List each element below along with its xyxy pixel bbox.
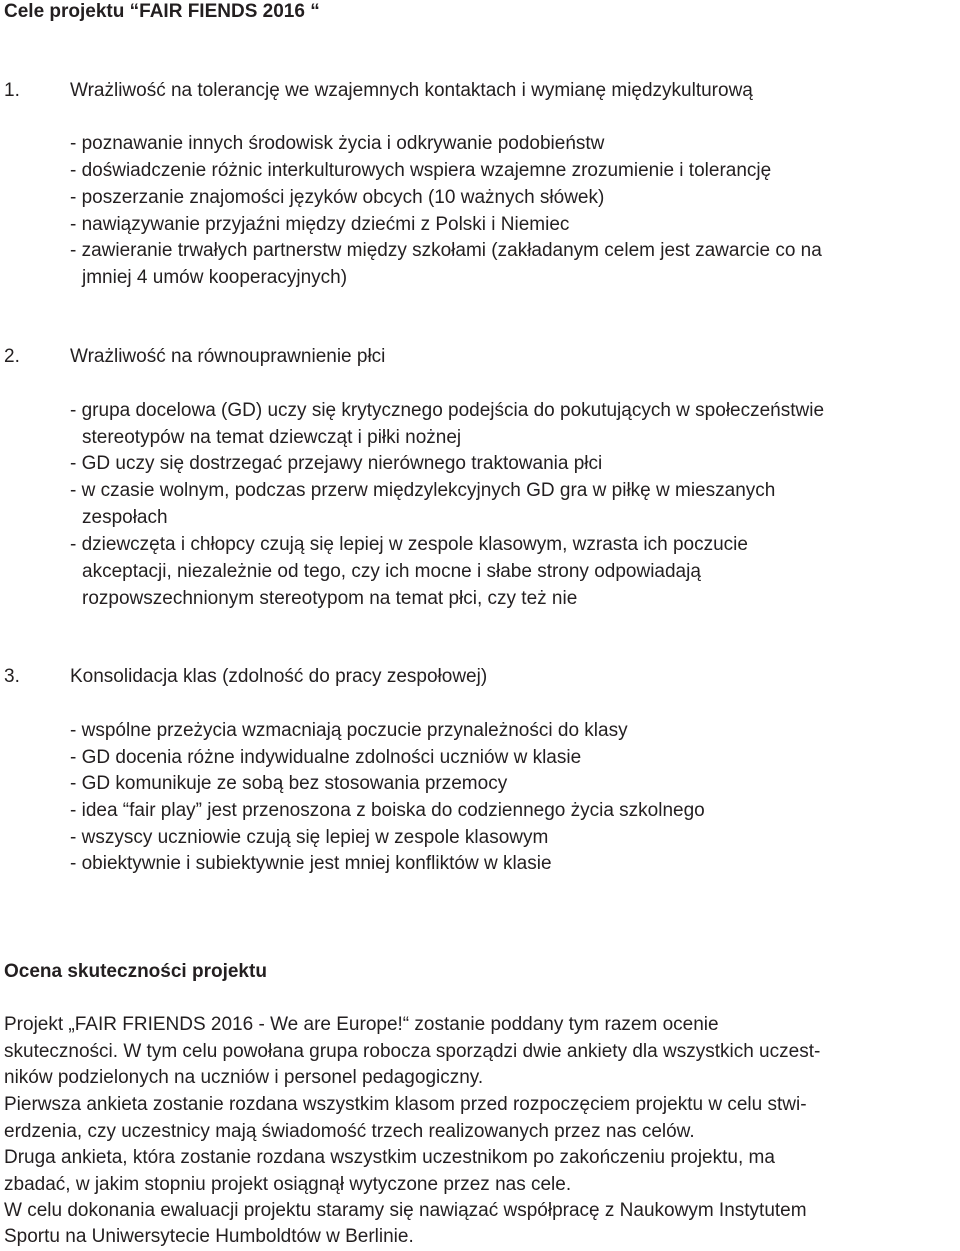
section-2-line-3: - GD uczy się dostrzegać przejawy nierównego traktowania płci [70, 453, 603, 474]
section-3-line-2: - GD docenia różne indywidualne zdolności uczniów w klasie [70, 747, 582, 768]
section-3-line-5: - wszyscy uczniowie czują się lepiej w zespole klasowym [70, 827, 549, 848]
section-1-line-2: - doświadczenie różnic interkulturowych wspiera wzajemne zrozumienie i tolerancję [70, 160, 772, 181]
section-1-title: Wrażliwość na tolerancję we wzajemnych kontaktach i wymianę międzykulturową [70, 80, 753, 101]
section-3-line-4: - idea “fair play” jest przenoszona z boiska do codziennego życia szkolnego [70, 800, 705, 821]
evaluation-line-6: Druga ankieta, która zostanie rozdana wszystkim uczestnikom po zakończeniu projektu, ma [4, 1147, 775, 1168]
section-2-line-8: rozpowszechnionym stereotypom na temat płci, czy też nie [82, 588, 578, 609]
evaluation-line-4: Pierwsza ankieta zostanie rozdana wszystkim klasom przed rozpoczęciem projektu w celu stwi- [4, 1094, 807, 1115]
section-1-line-6: jmniej 4 umów kooperacyjnych) [82, 267, 348, 288]
section-3-line-6: - obiektywnie i subiektywnie jest mniej konfliktów w klasie [70, 853, 552, 874]
section-1-line-1: - poznawanie innych środowisk życia i odkrywanie podobieństw [70, 133, 605, 154]
section-2-line-7: akceptacji, niezależnie od tego, czy ich mocne i słabe strony odpowiadają [82, 561, 701, 582]
section-3-number: 3. [4, 666, 20, 687]
evaluation-line-1: Projekt „FAIR FRIENDS 2016 - We are Europe!“ zostanie poddany tym razem ocenie [4, 1014, 719, 1035]
evaluation-line-5: erdzenia, czy uczestnicy mają świadomość trzech realizowanych przez nas celów. [4, 1121, 695, 1142]
evaluation-line-7: zbadać, w jakim stopniu projekt osiągnął wytyczone przez nas cele. [4, 1174, 572, 1195]
section-1-line-5: - zawieranie trwałych partnerstw między szkołami (zakładanym celem jest zawarcie co na [70, 240, 822, 261]
evaluation-line-9: Sportu na Uniwersytecie Humboldtów w Berlinie. [4, 1226, 414, 1247]
section-2-line-1: - grupa docelowa (GD) uczy się krytycznego podejścia do pokutujących w społeczeństwie [70, 400, 825, 421]
section-1-line-4: - nawiązywanie przyjaźni między dziećmi z Polski i Niemiec [70, 214, 570, 235]
section-1-line-3: - poszerzanie znajomości języków obcych (10 ważnych słówek) [70, 187, 605, 208]
section-2-line-6: - dziewczęta i chłopcy czują się lepiej w zespole klasowym, wzrasta ich poczucie [70, 534, 748, 555]
section-3-line-1: - wspólne przeżycia wzmacniają poczucie przynależności do klasy [70, 720, 628, 741]
evaluation-heading: Ocena skuteczności projektu [4, 961, 267, 982]
page-title: Cele projektu “FAIR FIENDS 2016 “ [4, 1, 320, 22]
section-3-title: Konsolidacja klas (zdolność do pracy zespołowej) [70, 666, 488, 687]
section-2-line-2: stereotypów na temat dziewcząt i piłki nożnej [82, 427, 462, 448]
section-3-line-3: - GD komunikuje ze sobą bez stosowania przemocy [70, 773, 508, 794]
evaluation-line-8: W celu dokonania ewaluacji projektu staramy się nawiązać współpracę z Naukowym Instytutem [4, 1200, 807, 1221]
section-2-line-4: - w czasie wolnym, podczas przerw międzylekcyjnych GD gra w piłkę w mieszanych [70, 480, 776, 501]
section-2-number: 2. [4, 346, 20, 367]
evaluation-line-2: skuteczności. W tym celu powołana grupa robocza sporządzi dwie ankiety dla wszystkich uczest- [4, 1041, 821, 1062]
section-1-number: 1. [4, 80, 20, 101]
section-2-line-5: zespołach [82, 507, 168, 528]
section-2-title: Wrażliwość na równouprawnienie płci [70, 346, 386, 367]
evaluation-line-3: ników podzielonych na uczniów i personel pedagogiczny. [4, 1067, 484, 1088]
